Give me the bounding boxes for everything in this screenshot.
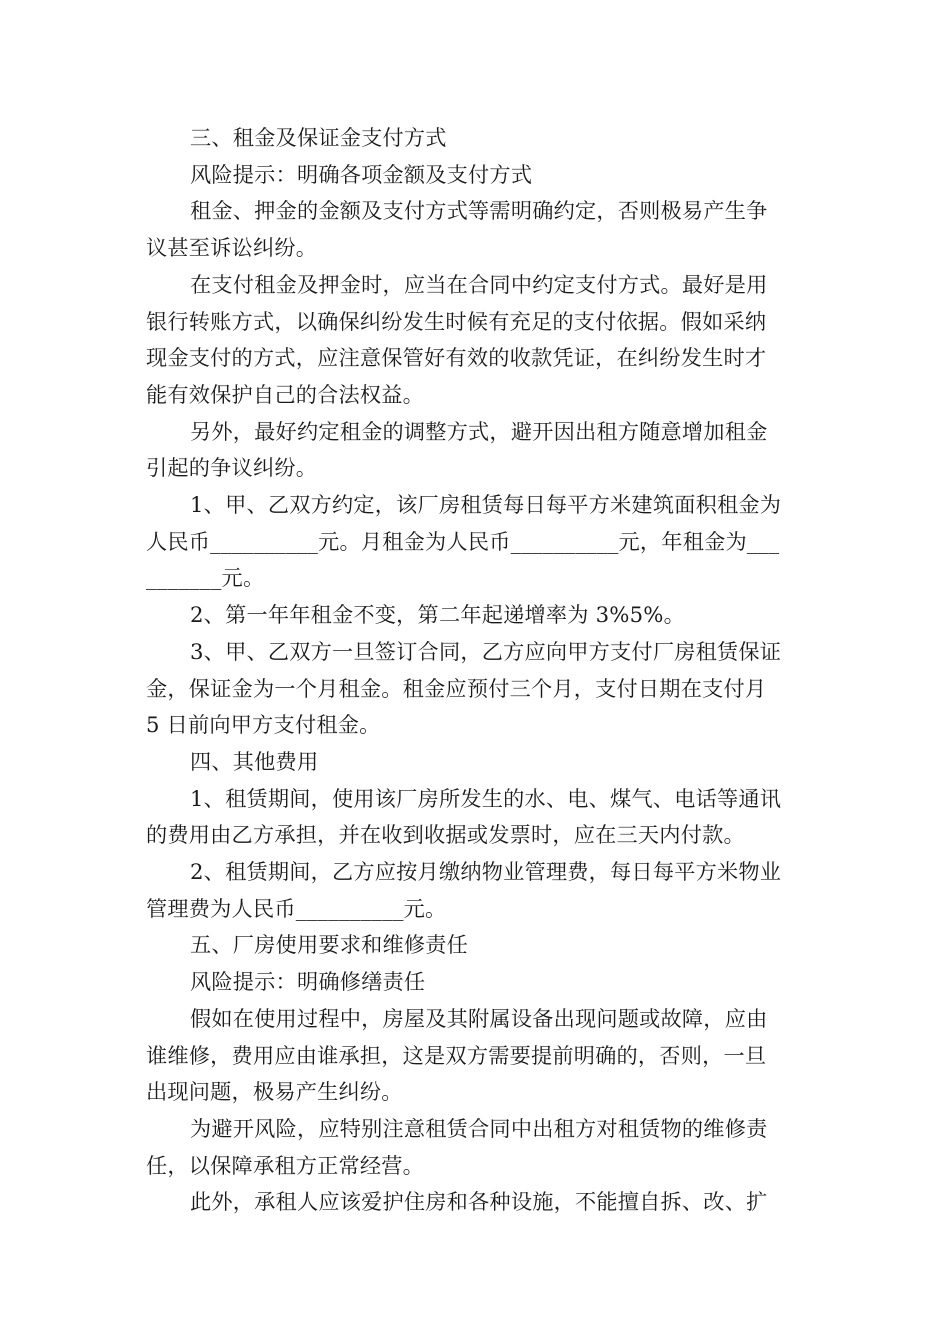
- text-line: 为避开风险，应特别注意租赁合同中出租方对租赁物的维修责: [190, 1115, 768, 1141]
- text-line: 风险提示：明确修缮责任: [190, 969, 426, 995]
- text-line: 1、租赁期间，使用该厂房所发生的水、电、煤气、电话等通讯: [190, 785, 782, 811]
- paragraph: [146, 964, 806, 1001]
- text-line: 五、厂房使用要求和维修责任: [190, 932, 469, 958]
- text-line: 能有效保护自己的合法权益。: [146, 381, 425, 407]
- text-line: 另外，最好约定租金的调整方式，避开因出租方随意增加租金: [190, 418, 768, 444]
- text-line: 四、其他费用: [190, 748, 319, 774]
- paragraph: [146, 927, 806, 964]
- paragraph: [146, 120, 806, 157]
- paragraph: [146, 1001, 806, 1111]
- paragraph: [146, 597, 806, 634]
- text-line: 2、租赁期间，乙方应按月缴纳物业管理费，每日每平方米物业: [190, 859, 782, 885]
- text-line: 议甚至诉讼纠纷。: [146, 235, 318, 261]
- text-line: _______元。: [146, 565, 265, 591]
- paragraph: [146, 193, 806, 266]
- text-line: 3、甲、乙双方一旦签订合同，乙方应向甲方支付厂房租赁保证: [190, 638, 782, 664]
- paragraph: [146, 157, 806, 194]
- text-line: 2、第一年年租金不变，第二年起递增率为 3%5%。: [190, 602, 686, 628]
- paragraph: [146, 634, 806, 744]
- paragraph: [146, 854, 806, 927]
- text-line: 风险提示：明确各项金额及支付方式: [190, 161, 533, 187]
- text-line: 出现问题，极易产生纠纷。: [146, 1079, 403, 1105]
- text-line: 1、甲、乙双方约定，该厂房租赁每日每平方米建筑面积租金为: [190, 492, 782, 518]
- text-line: 谁维修，费用应由谁承担，这是双方需要提前明确的，否则，一旦: [146, 1042, 767, 1068]
- text-line: 任，以保障承租方正常经营。: [146, 1152, 425, 1178]
- paragraph: [146, 781, 806, 854]
- text-line: 引起的争议纠纷。: [146, 455, 318, 481]
- paragraph: [146, 744, 806, 781]
- paragraph: [146, 414, 806, 487]
- paragraph: [146, 267, 806, 414]
- paragraph: [146, 487, 806, 597]
- paragraph: [146, 1184, 806, 1221]
- text-line: 人民币__________元。月租金为人民币__________元，年租金为___: [146, 528, 780, 554]
- text-line: 的费用由乙方承担，并在收到收据或发票时，应在三天内付款。: [146, 822, 745, 848]
- document-body: [146, 120, 806, 1221]
- text-line: 银行转账方式，以确保纠纷发生时候有充足的支付依据。假如采纳: [146, 308, 767, 334]
- text-line: 在支付租金及押金时，应当在合同中约定支付方式。最好是用: [190, 271, 768, 297]
- text-line: 租金、押金的金额及支付方式等需明确约定，否则极易产生争: [190, 198, 768, 224]
- text-line: 5 日前向甲方支付租金。: [146, 712, 381, 738]
- text-line: 金，保证金为一个月租金。租金应预付三个月，支付日期在支付月: [146, 675, 767, 701]
- paragraph: [146, 1111, 806, 1184]
- text-line: 现金支付的方式，应注意保管好有效的收款凭证，在纠纷发生时才: [146, 345, 767, 371]
- text-line: 假如在使用过程中，房屋及其附属设备出现问题或故障，应由: [190, 1005, 768, 1031]
- text-line: 管理费为人民币__________元。: [146, 895, 447, 921]
- text-line: 此外，承租人应该爱护住房和各种设施，不能擅自拆、改、扩: [190, 1189, 768, 1215]
- text-line: 三、租金及保证金支付方式: [190, 125, 447, 150]
